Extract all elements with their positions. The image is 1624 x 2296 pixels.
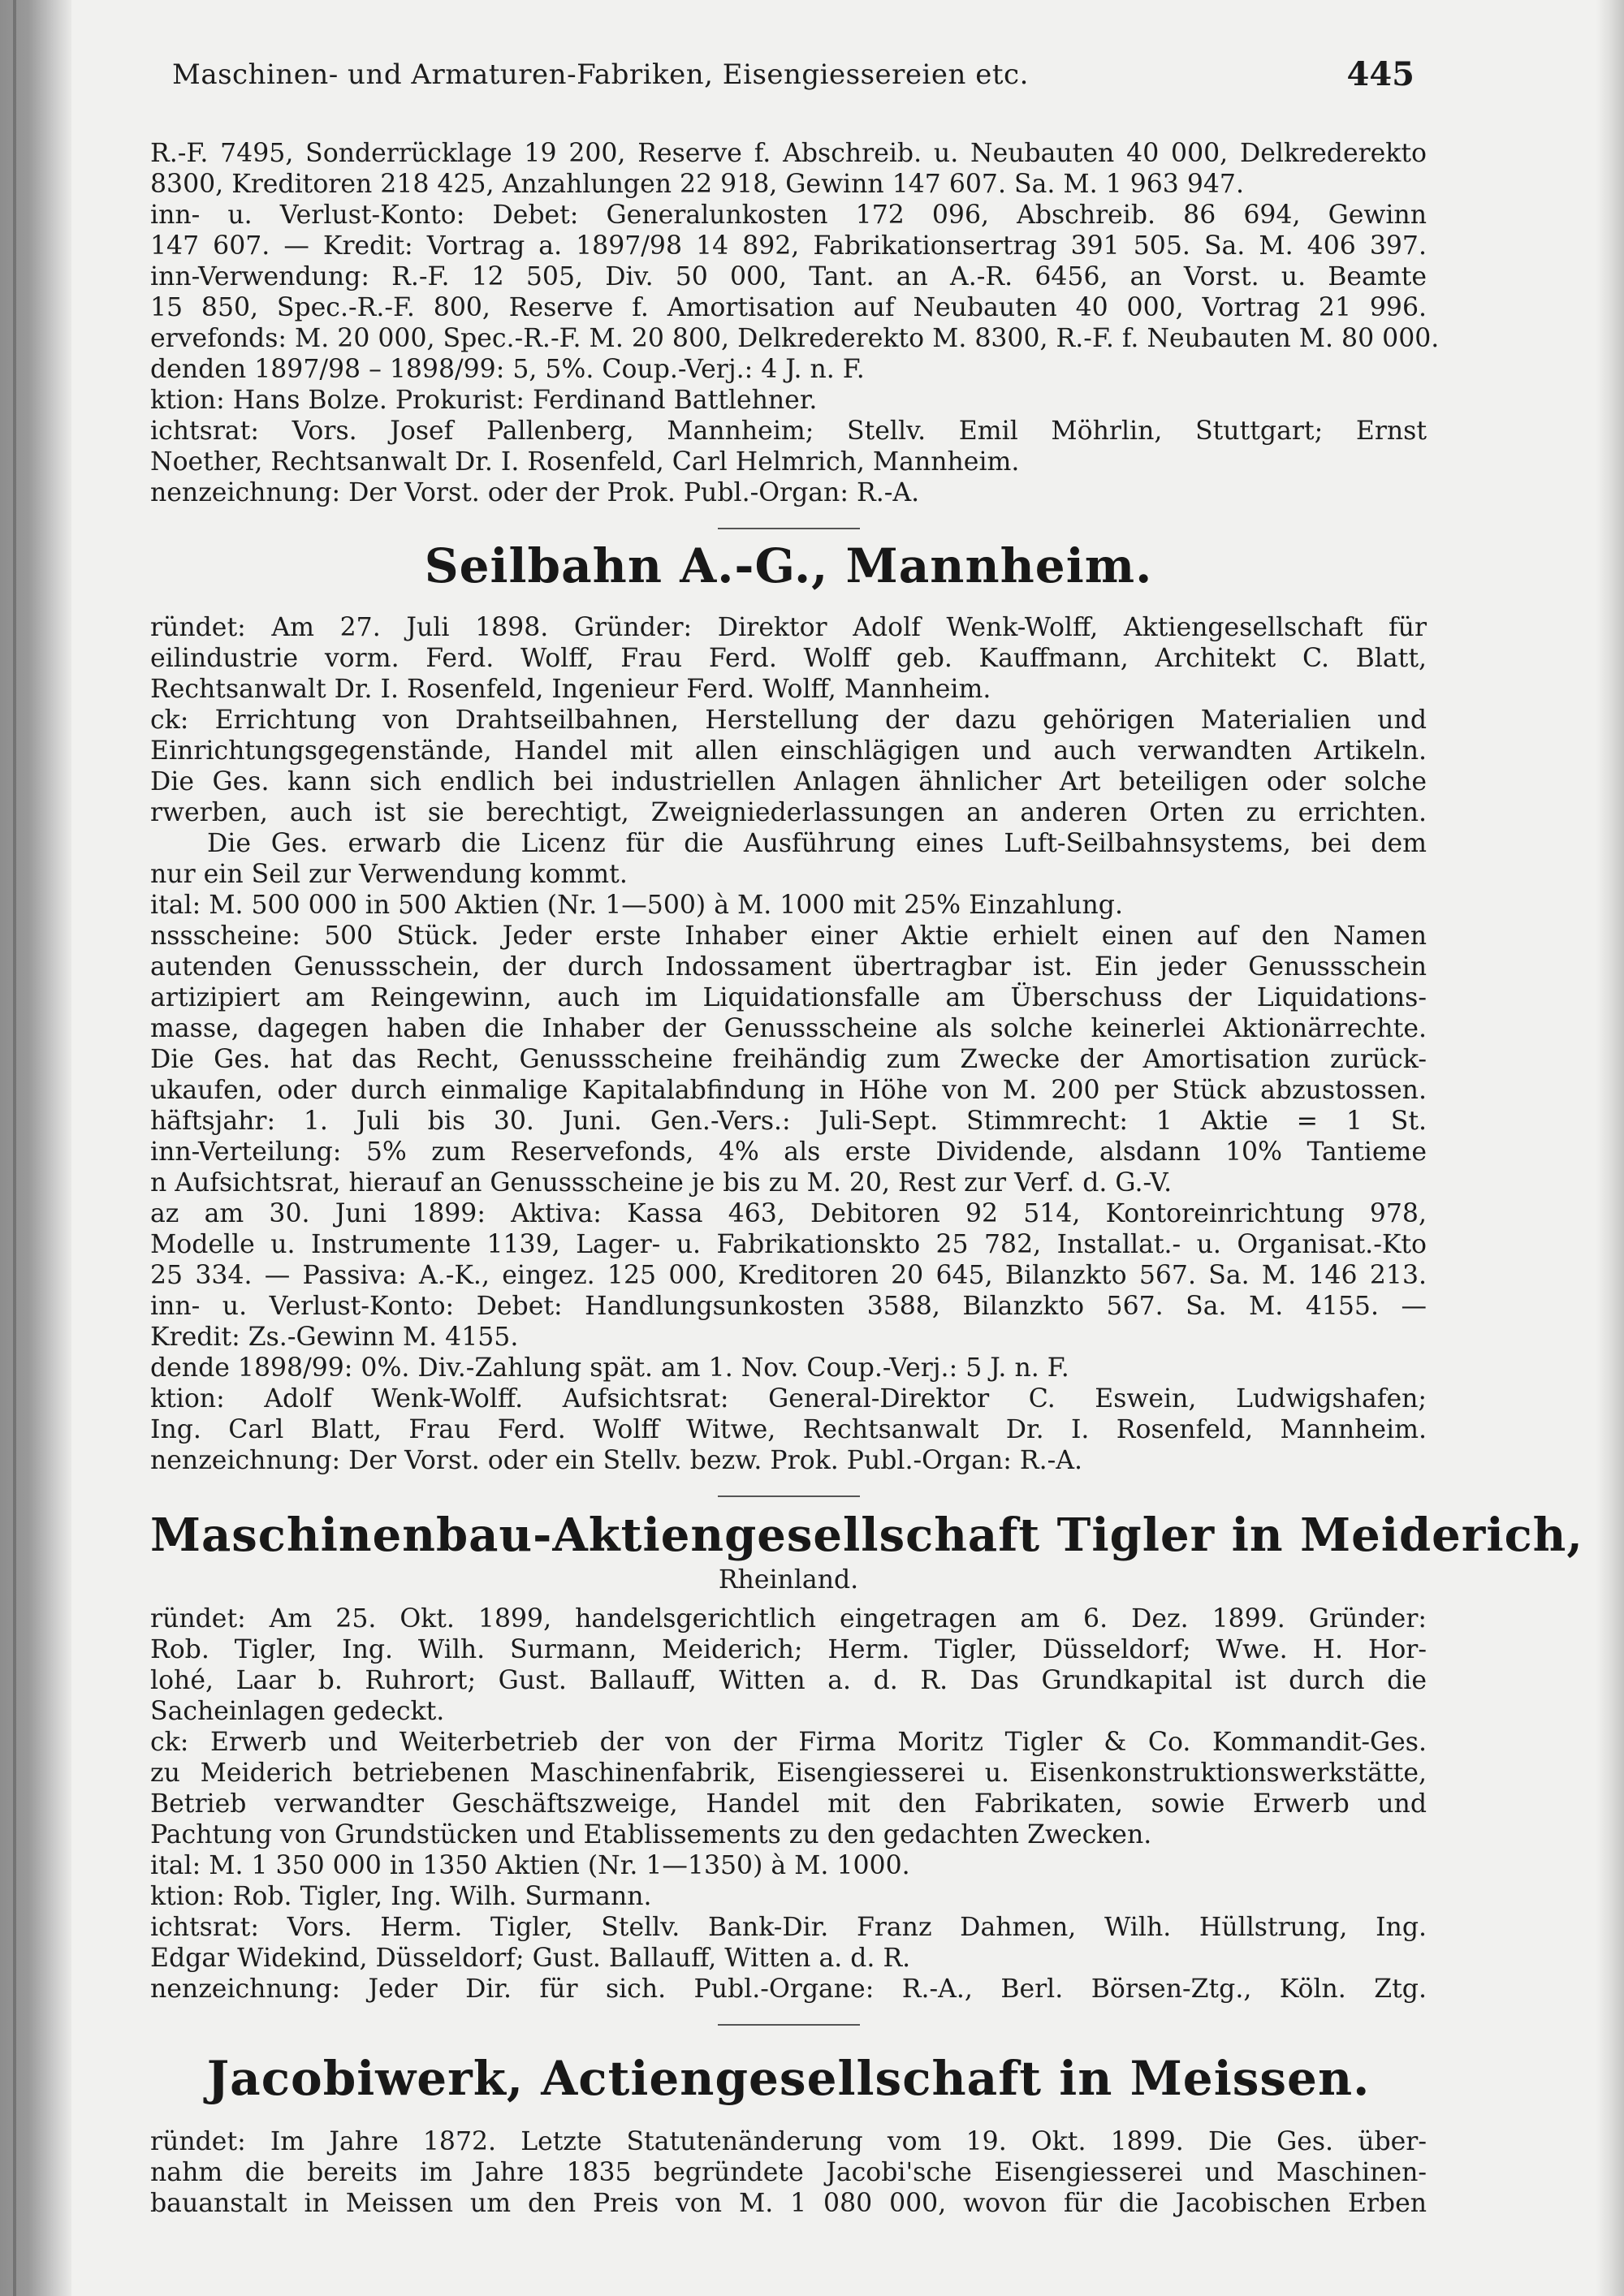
company-subheading: Rheinland. xyxy=(718,1565,859,1595)
text-line: nenzeichnung: Der Vorst. oder der Prok. Publ.-Organ: R.-A. xyxy=(150,478,920,507)
text-line: az am 30. Juni 1899: Aktiva: Kassa 463, Debitoren 92 514, Kontoreinrichtung 978, xyxy=(150,1199,1427,1228)
text-line: inn-Verwendung: R.-F. 12 505, Div. 50 000, Tant. an A.-R. 6456, an Vorst. u. Beamte xyxy=(150,262,1427,291)
text-line: nenzeichnung: Der Vorst. oder ein Stellv. bezw. Prok. Publ.-Organ: R.-A. xyxy=(150,1446,1083,1475)
text-line: lohé, Laar b. Ruhrort; Gust. Ballauff, Witten a. d. R. Das Grundkapital ist durch die xyxy=(150,1666,1427,1695)
entry-jacobiwerk xyxy=(150,2048,1427,2219)
text-line: nahm die bereits im Jahre 1835 begründete Jacobi'sche Eisengiesserei und Maschinen- xyxy=(150,2158,1427,2187)
text-line: Einrichtungsgegenstände, Handel mit allen einschlägigen und auch verwandten Artikeln. xyxy=(150,736,1427,766)
text-line: inn- u. Verlust-Konto: Debet: Generalunkosten 172 096, Abschreib. 86 694, Gewinn xyxy=(150,201,1427,230)
company-heading: Maschinenbau-Aktiengesellschaft Tigler in Meiderich, xyxy=(150,1508,1583,1562)
text-line: ck: Errichtung von Drahtseilbahnen, Herstellung der dazu gehörigen Materialien und xyxy=(150,706,1427,735)
text-line: ründet: Am 27. Juli 1898. Gründer: Direktor Adolf Wenk-Wolff, Aktiengesellschaft für xyxy=(150,613,1427,642)
text-line: R.-F. 7495, Sonderrücklage 19 200, Reserve f. Abschreib. u. Neubauten 40 000, Delkrederekto xyxy=(150,139,1427,168)
text-line: Betrieb verwandter Geschäftszweige, Handel mit den Fabrikaten, sowie Erwerb und xyxy=(150,1789,1427,1819)
entry-tigler xyxy=(150,1506,1583,2045)
text-line: Rechtsanwalt Dr. I. Rosenfeld, Ingenieur Ferd. Wolff, Mannheim. xyxy=(150,675,991,704)
text-line: Modelle u. Instrumente 1139, Lager- u. Fabrikationskto 25 782, Installat.- u. Organisat.-Kto xyxy=(150,1230,1427,1259)
text-line: denden 1897/98 – 1898/99: 5, 5%. Coup.-Verj.: 4 J. n. F. xyxy=(150,355,865,384)
text-line: 147 607. — Kredit: Vortrag a. 1897/98 14 892, Fabrikationsertrag 391 505. Sa. M. 406 397. xyxy=(150,231,1427,261)
text-line: 15 850, Spec.-R.-F. 800, Reserve f. Amortisation auf Neubauten 40 000, Vortrag 21 996. xyxy=(150,293,1427,322)
text-line: 8300, Kreditoren 218 425, Anzahlungen 22 918, Gewinn 147 607. Sa. M. 1 963 947. xyxy=(150,170,1244,199)
text-line: Ing. Carl Blatt, Frau Ferd. Wolff Witwe, Rechtsanwalt Dr. I. Rosenfeld, Mannheim. xyxy=(150,1415,1427,1444)
text-line: ital: M. 1 350 000 in 1350 Aktien (Nr. 1—1350) à M. 1000. xyxy=(150,1851,910,1880)
text-line: ründet: Im Jahre 1872. Letzte Statutenänderung vom 19. Okt. 1899. Die Ges. über- xyxy=(150,2127,1427,2156)
text-line: inn- u. Verlust-Konto: Debet: Handlungsunkosten 3588, Bilanzkto 567. Sa. M. 4155. — xyxy=(150,1292,1427,1321)
text-line: rwerben, auch ist sie berechtigt, Zweigniederlassungen an anderen Orten zu errichten. xyxy=(150,798,1427,827)
text-line: ktion: Hans Bolze. Prokurist: Ferdinand Battlehner. xyxy=(150,386,818,415)
running-head-title: Maschinen- und Armaturen-Fabriken, Eisengiessereien etc. xyxy=(172,58,1029,91)
text-line: ktion: Adolf Wenk-Wolff. Aufsichtsrat: General-Direktor C. Eswein, Ludwigshafen; xyxy=(150,1384,1427,1413)
section-divider xyxy=(718,2024,860,2026)
text-line: bauanstalt in Meissen um den Preis von M. 1 080 000, wovon für die Jacobischen Erben xyxy=(150,2189,1427,2218)
text-line: masse, dagegen haben die Inhaber der Genussscheine als solche keinerlei Aktionärrechte. xyxy=(150,1014,1427,1043)
text-line: Die Ges. kann sich endlich bei industriellen Anlagen ähnlicher Art beteiligen oder solche xyxy=(150,767,1427,796)
text-line: autenden Genussschein, der durch Indossament übertragbar ist. Ein jeder Genussschein xyxy=(150,952,1427,982)
text-line: nur ein Seil zur Verwendung kommt. xyxy=(150,860,628,889)
text-line: Edgar Widekind, Düsseldorf; Gust. Ballauff, Witten a. d. R. xyxy=(150,1944,911,1973)
text-line: ervefonds: M. 20 000, Spec.-R.-F. M. 20 800, Delkrederekto M. 8300, R.-F. f. Neubauten M. 80 000. xyxy=(150,324,1440,353)
text-line: Kredit: Zs.-Gewinn M. 4155. xyxy=(150,1323,519,1352)
entry-seilbahn xyxy=(150,536,1427,1517)
text-line: zu Meiderich betriebenen Maschinenfabrik, Eisengiesserei u. Eisenkonstruktionswerkstätte, xyxy=(150,1759,1427,1788)
scan-right-edge xyxy=(1596,0,1624,2296)
text-line: ck: Erwerb und Weiterbetrieb der von der Firma Moritz Tigler & Co. Kommandit-Ges. xyxy=(150,1728,1427,1757)
text-line: artizipiert am Reingewinn, auch im Liquidationsfalle am Überschuss der Liquidations- xyxy=(150,983,1427,1012)
scan-left-edge xyxy=(0,0,71,2296)
text-line: Die Ges. hat das Recht, Genussscheine freihändig zum Zwecke der Amortisation zurück- xyxy=(150,1045,1427,1074)
text-line: Pachtung von Grundstücken und Etablissements zu den gedachten Zwecken. xyxy=(150,1820,1152,1849)
page-number: 445 xyxy=(1346,55,1415,93)
company-heading: Jacobiwerk, Actiengesellschaft in Meissen. xyxy=(206,2051,1371,2106)
company-heading: Seilbahn A.-G., Mannheim. xyxy=(424,538,1153,593)
section-divider xyxy=(718,528,860,529)
text-line: ital: M. 500 000 in 500 Aktien (Nr. 1—500) à M. 1000 mit 25% Einzahlung. xyxy=(150,891,1123,920)
text-line: häftsjahr: 1. Juli bis 30. Juni. Gen.-Vers.: Juli-Sept. Stimmrecht: 1 Aktie = 1 St. xyxy=(150,1107,1427,1136)
previous-company-entry xyxy=(150,138,1440,549)
text-line: inn-Verteilung: 5% zum Reservefonds, 4% als erste Dividende, alsdann 10% Tantieme xyxy=(150,1137,1427,1167)
text-line: Sacheinlagen gedeckt. xyxy=(150,1697,445,1726)
text-line: nenzeichnung: Jeder Dir. für sich. Publ.-Organe: R.-A., Berl. Börsen-Ztg., Köln. Ztg. xyxy=(150,1974,1427,2004)
text-line: 25 334. — Passiva: A.-K., eingez. 125 000, Kreditoren 20 645, Bilanzkto 567. Sa. M. 146 213. xyxy=(150,1261,1427,1290)
text-line: Rob. Tigler, Ing. Wilh. Surmann, Meiderich; Herm. Tigler, Düsseldorf; Wwe. H. Hor- xyxy=(150,1635,1427,1664)
text-line: ründet: Am 25. Okt. 1899, handelsgerichtlich eingetragen am 6. Dez. 1899. Gründer: xyxy=(150,1604,1427,1634)
text-line: eilindustrie vorm. Ferd. Wolff, Frau Ferd. Wolff geb. Kauffmann, Architekt C. Blatt, xyxy=(150,644,1427,673)
text-line: Noether, Rechtsanwalt Dr. I. Rosenfeld, Carl Helmrich, Mannheim. xyxy=(150,447,1020,477)
text-line: nssscheine: 500 Stück. Jeder erste Inhaber einer Aktie erhielt einen auf den Namen xyxy=(150,921,1427,951)
text-line: ichtsrat: Vors. Josef Pallenberg, Mannheim; Stellv. Emil Möhrlin, Stuttgart; Ernst xyxy=(150,416,1427,446)
text-line: ktion: Rob. Tigler, Ing. Wilh. Surmann. xyxy=(150,1882,652,1911)
text-line: dende 1898/99: 0%. Div.-Zahlung spät. am 1. Nov. Coup.-Verj.: 5 J. n. F. xyxy=(150,1353,1069,1383)
text-line: Die Ges. erwarb die Licenz für die Ausführung eines Luft-Seilbahnsystems, bei dem xyxy=(207,829,1427,858)
section-divider xyxy=(718,1495,860,1497)
text-line: n Aufsichtsrat, hierauf an Genussscheine je bis zu M. 20, Rest zur Verf. d. G.-V. xyxy=(150,1168,1173,1198)
text-line: ukaufen, oder durch einmalige Kapitalabfindung in Höhe von M. 200 per Stück abzustossen. xyxy=(150,1076,1427,1105)
page-body xyxy=(150,0,1583,2296)
text-line: ichtsrat: Vors. Herm. Tigler, Stellv. Bank-Dir. Franz Dahmen, Wilh. Hüllstrung, Ing. xyxy=(150,1913,1427,1942)
